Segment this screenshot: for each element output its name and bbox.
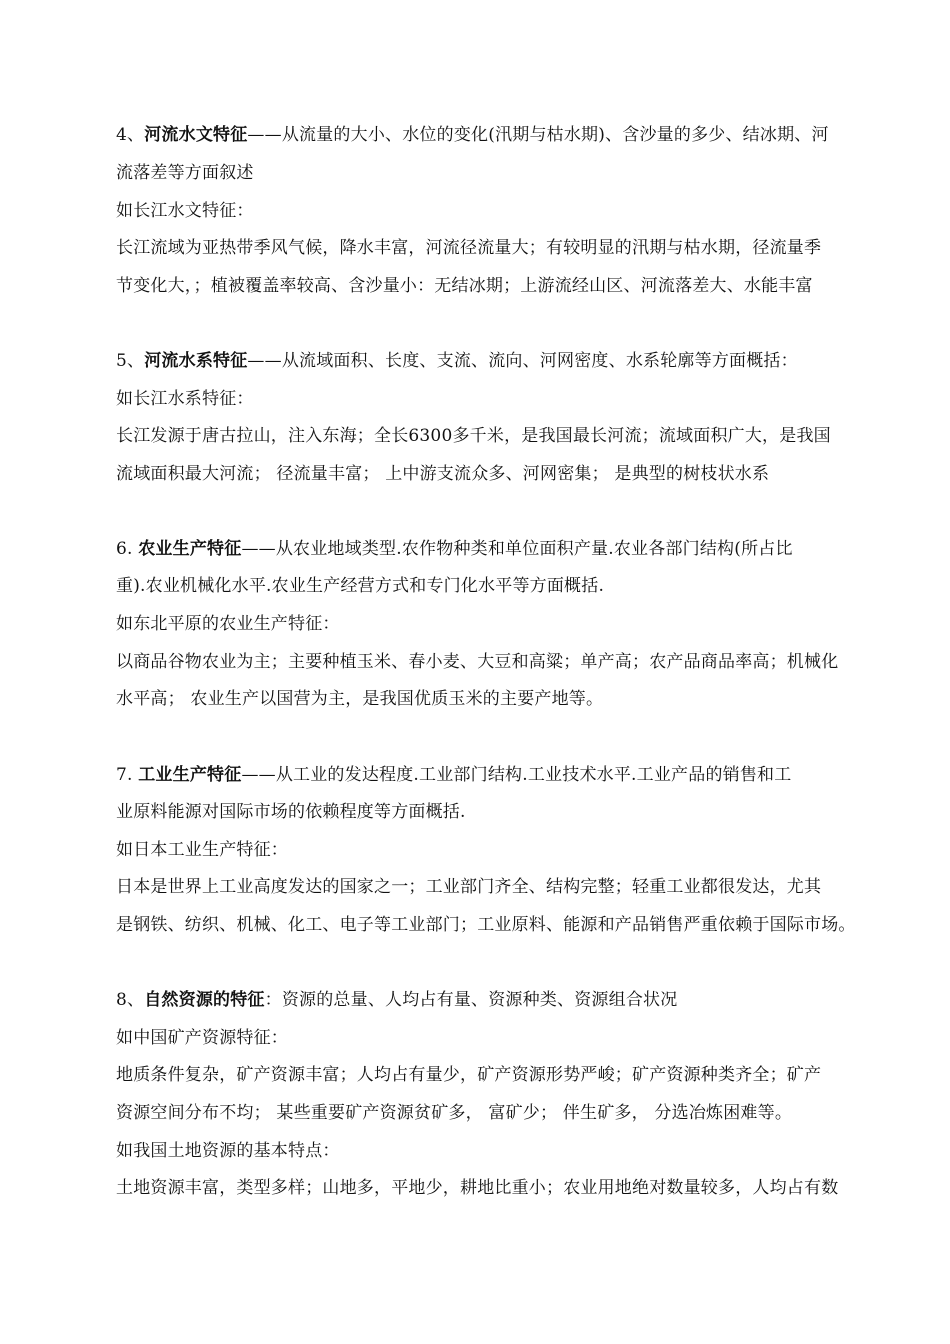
section-8-heading-rest: ：资源的总量、人均占有量、资源种类、资源组合状况 [264, 990, 678, 1010]
section-7-heading-rest: ——从工业的发达程度.工业部门结构.工业技术水平.工业产品的销售和工 [241, 765, 792, 785]
section-8-answer-line1: 地质条件复杂，矿产资源丰富；人均占有量少，矿产资源形势严峻；矿产资源种类齐全；矿产 [116, 1065, 822, 1085]
section-6-line2: 重).农业机械化水平.农业生产经营方式和专门化水平等方面概括. [116, 576, 605, 596]
section-7-number: 7. [116, 765, 139, 785]
section-5-example-intro: 如长江水系特征： [116, 389, 254, 409]
section-5-answer-line2: 流域面积最大河流； 径流量丰富； 上中游支流众多、河网密集； 是典型的树枝状水系 [116, 464, 770, 484]
section-4-example-intro: 如长江水文特征： [116, 201, 254, 221]
section-6-answer-line1: 以商品谷物农业为主；主要种植玉米、春小麦、大豆和高粱；单产高；农产品商品率高；机械化 [116, 652, 839, 672]
section-7-heading: 工业生产特征 [138, 765, 242, 785]
section-8-example-intro: 如中国矿产资源特征： [116, 1028, 288, 1048]
section-5-heading: 河流水系特征 [144, 351, 248, 371]
section-8-heading: 自然资源的特征 [144, 990, 265, 1010]
section-4-heading-line [116, 125, 829, 145]
section-6-heading: 农业生产特征 [138, 539, 242, 559]
section-7-answer-line1: 日本是世界上工业高度发达的国家之一；工业部门齐全、结构完整；轻重工业都很发达，尤其 [116, 877, 822, 897]
section-5-heading-line [116, 351, 798, 371]
section-4-answer-line2: 节变化大，；植被覆盖率较高、含沙量小：无结冰期；上游流经山区、河流落差大、水能丰富 [116, 276, 813, 296]
section-7-answer-line2: 是钢铁、纺织、机械、化工、电子等工业部门；工业原料、能源和产品销售严重依赖于国际市场。 [116, 915, 856, 935]
section-5-number: 5、 [116, 351, 145, 371]
section-8-example2-intro: 如我国土地资源的基本特点： [116, 1141, 340, 1161]
section-7-example-intro: 如日本工业生产特征： [116, 840, 288, 860]
section-4-number: 4、 [116, 125, 145, 145]
section-4-heading-rest: ——从流量的大小、水位的变化(汛期与枯水期)、含沙量的多少、结冰期、河 [247, 125, 829, 145]
section-4-heading: 河流水文特征 [144, 125, 248, 145]
section-8-answer2-line1: 土地资源丰富，类型多样；山地多，平地少，耕地比重小；农业用地绝对数量较多，人均占有数 [116, 1178, 839, 1198]
section-4-line2: 流落差等方面叙述 [116, 163, 254, 183]
section-5-answer-line1: 长江发源于唐古拉山，注入东海；全长6300多千米，是我国最长河流；流域面积广大，是我国 [116, 426, 831, 446]
section-4-answer-line1: 长江流域为亚热带季风气候，降水丰富，河流径流量大；有较明显的汛期与枯水期，径流量季 [116, 238, 822, 258]
section-6-number: 6. [116, 539, 139, 559]
section-7-line2: 业原料能源对国际市场的依赖程度等方面概括. [116, 802, 466, 822]
section-8-number: 8、 [116, 990, 145, 1010]
section-6-example-intro: 如东北平原的农业生产特征： [116, 614, 340, 634]
section-6-heading-rest: ——从农业地域类型.农作物种类和单位面积产量.农业各部门结构(所占比 [241, 539, 793, 559]
section-6-heading-line [116, 539, 793, 559]
section-8-heading-line [116, 990, 677, 1010]
section-8-answer-line2: 资源空间分布不均； 某些重要矿产资源贫矿多， 富矿少； 伴生矿多， 分选冶炼困难等。 [116, 1103, 793, 1123]
section-6-answer-line2: 水平高； 农业生产以国营为主，是我国优质玉米的主要产地等。 [116, 689, 604, 709]
section-5-heading-rest: ——从流域面积、长度、支流、流向、河网密度、水系轮廓等方面概括： [247, 351, 798, 371]
section-7-heading-line [116, 765, 791, 785]
